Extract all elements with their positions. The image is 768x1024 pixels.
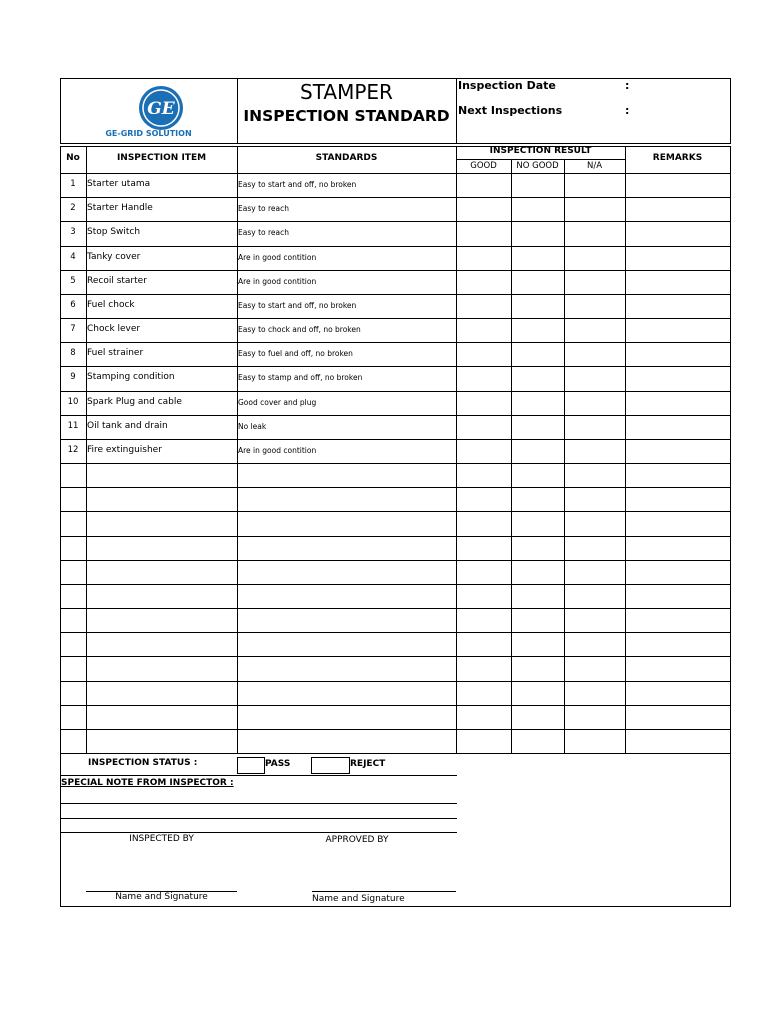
remarks-cell[interactable]: [626, 561, 730, 584]
result-nogood-cell[interactable]: [512, 440, 564, 463]
result-good-cell[interactable]: [457, 295, 511, 318]
col-header-na: N/A: [586, 161, 603, 171]
result-na-cell[interactable]: [565, 657, 625, 680]
remarks-cell[interactable]: [626, 633, 730, 656]
result-na-cell[interactable]: [565, 440, 625, 463]
row-inspection-item: Stamping condition: [87, 371, 175, 382]
remarks-cell[interactable]: [626, 537, 730, 560]
row-standard: Are in good contition: [238, 252, 317, 262]
result-nogood-cell[interactable]: [512, 512, 564, 535]
row-number: 5: [70, 276, 76, 286]
result-na-cell[interactable]: [565, 561, 625, 584]
result-good-cell[interactable]: [457, 561, 511, 584]
remarks-cell[interactable]: [626, 367, 730, 390]
row-number: 11: [67, 421, 79, 431]
result-good-cell[interactable]: [457, 464, 511, 487]
remarks-cell[interactable]: [626, 416, 730, 439]
result-na-cell[interactable]: [565, 706, 625, 729]
result-na-cell[interactable]: [565, 392, 625, 415]
result-good-cell[interactable]: [457, 271, 511, 294]
result-nogood-cell[interactable]: [512, 295, 564, 318]
row-inspection-item: Fuel strainer: [87, 347, 144, 358]
remarks-cell[interactable]: [626, 247, 730, 270]
result-nogood-cell[interactable]: [512, 319, 564, 342]
ge-logo-icon: [137, 84, 185, 132]
result-na-cell[interactable]: [565, 271, 625, 294]
inspected-by-label: INSPECTED BY: [129, 834, 194, 844]
inspection-date-label: Inspection Date: [458, 79, 556, 92]
row-standard: No leak: [238, 421, 267, 431]
result-nogood-cell[interactable]: [512, 198, 564, 221]
result-na-cell[interactable]: [565, 585, 625, 608]
result-good-cell[interactable]: [457, 488, 511, 511]
result-nogood-cell[interactable]: [512, 706, 564, 729]
row-inspection-item: Oil tank and drain: [87, 420, 168, 431]
row-standard: Good cover and plug: [238, 397, 317, 407]
result-na-cell[interactable]: [565, 247, 625, 270]
col-header-remarks: REMARKS: [652, 153, 703, 163]
result-nogood-cell[interactable]: [512, 585, 564, 608]
remarks-cell[interactable]: [626, 392, 730, 415]
result-good-cell[interactable]: [457, 440, 511, 463]
result-nogood-cell[interactable]: [512, 488, 564, 511]
remarks-cell[interactable]: [626, 585, 730, 608]
logo-caption: GE-GRID SOLUTION: [105, 129, 192, 138]
row-standard: Easy to reach: [238, 203, 289, 213]
result-good-cell[interactable]: [457, 319, 511, 342]
row-inspection-item: Tanky cover: [87, 251, 141, 262]
col-header-item: INSPECTION ITEM: [116, 153, 207, 163]
row-number: 2: [70, 203, 76, 213]
result-good-cell[interactable]: [457, 730, 511, 753]
inspection-status-label: INSPECTION STATUS :: [88, 758, 198, 768]
next-inspections-colon: :: [625, 104, 630, 117]
row-inspection-item: Starter Handle: [87, 202, 153, 213]
result-nogood-cell[interactable]: [512, 343, 564, 366]
row-number: 4: [70, 252, 76, 262]
result-na-cell[interactable]: [565, 464, 625, 487]
next-inspections-label: Next Inspections: [458, 104, 563, 117]
result-good-cell[interactable]: [457, 512, 511, 535]
row-inspection-item: Spark Plug and cable: [87, 396, 182, 407]
result-na-cell[interactable]: [565, 174, 625, 197]
col-header-nogood: NO GOOD: [516, 161, 559, 171]
remarks-cell[interactable]: [626, 730, 730, 753]
result-good-cell[interactable]: [457, 657, 511, 680]
result-na-cell[interactable]: [565, 609, 625, 632]
result-na-cell[interactable]: [565, 198, 625, 221]
result-good-cell[interactable]: [457, 416, 511, 439]
remarks-cell[interactable]: [626, 512, 730, 535]
result-nogood-cell[interactable]: [512, 271, 564, 294]
row-standard: Easy to stamp and off, no broken: [238, 372, 363, 382]
result-na-cell[interactable]: [565, 295, 625, 318]
result-nogood-cell[interactable]: [512, 537, 564, 560]
result-nogood-cell[interactable]: [512, 222, 564, 245]
result-good-cell[interactable]: [457, 537, 511, 560]
col-header-no: No: [66, 153, 80, 163]
remarks-cell[interactable]: [626, 464, 730, 487]
row-standard: Easy to start and off, no broken: [238, 179, 357, 189]
row-number: 1: [70, 179, 76, 189]
pass-checkbox[interactable]: [237, 757, 265, 774]
inspection-date-colon: :: [625, 79, 630, 92]
remarks-cell[interactable]: [626, 657, 730, 680]
result-na-cell[interactable]: [565, 343, 625, 366]
approver-signature-line: [312, 891, 456, 892]
special-note-label: SPECIAL NOTE FROM INSPECTOR :: [61, 778, 234, 788]
result-good-cell[interactable]: [457, 247, 511, 270]
row-inspection-item: Recoil starter: [87, 275, 147, 286]
remarks-cell[interactable]: [626, 682, 730, 705]
result-good-cell[interactable]: [457, 392, 511, 415]
page-title: STAMPER: [300, 80, 393, 104]
approver-name-signature: Name and Signature: [312, 894, 405, 904]
result-good-cell[interactable]: [457, 585, 511, 608]
result-good-cell[interactable]: [457, 174, 511, 197]
col-header-good: GOOD: [470, 161, 497, 171]
remarks-cell[interactable]: [626, 343, 730, 366]
row-standard: Easy to start and off, no broken: [238, 300, 357, 310]
col-header-standards: STANDARDS: [315, 153, 378, 163]
result-nogood-cell[interactable]: [512, 657, 564, 680]
col-header-result: INSPECTION RESULT: [489, 146, 592, 156]
result-nogood-cell[interactable]: [512, 367, 564, 390]
result-good-cell[interactable]: [457, 706, 511, 729]
special-note-field[interactable]: [60, 790, 457, 832]
result-good-cell[interactable]: [457, 198, 511, 221]
result-nogood-cell[interactable]: [512, 416, 564, 439]
svg-text:GE: GE: [147, 99, 175, 119]
row-inspection-item: Starter utama: [87, 178, 151, 189]
remarks-cell[interactable]: [626, 440, 730, 463]
result-nogood-cell[interactable]: [512, 609, 564, 632]
result-good-cell[interactable]: [457, 343, 511, 366]
result-na-cell[interactable]: [565, 682, 625, 705]
remarks-cell[interactable]: [626, 198, 730, 221]
row-standard: Easy to fuel and off, no broken: [238, 348, 353, 358]
result-nogood-cell[interactable]: [512, 633, 564, 656]
row-standard: Easy to chock and off, no broken: [238, 324, 361, 334]
page-subtitle: INSPECTION STANDARD: [243, 107, 450, 125]
result-nogood-cell[interactable]: [512, 392, 564, 415]
remarks-cell[interactable]: [626, 319, 730, 342]
result-na-cell[interactable]: [565, 416, 625, 439]
ge-logo: [137, 84, 185, 132]
result-nogood-cell[interactable]: [512, 174, 564, 197]
result-nogood-cell[interactable]: [512, 561, 564, 584]
result-good-cell[interactable]: [457, 682, 511, 705]
result-na-cell[interactable]: [565, 367, 625, 390]
row-inspection-item: Fire extinguisher: [87, 444, 162, 455]
remarks-cell[interactable]: [626, 488, 730, 511]
result-na-cell[interactable]: [565, 319, 625, 342]
row-standard: Are in good contition: [238, 445, 317, 455]
result-nogood-cell[interactable]: [512, 247, 564, 270]
row-inspection-item: Stop Switch: [87, 226, 141, 237]
row-inspection-item: Fuel chock: [87, 299, 135, 310]
result-na-cell[interactable]: [565, 488, 625, 511]
result-na-cell[interactable]: [565, 633, 625, 656]
result-good-cell[interactable]: [457, 222, 511, 245]
row-number: 8: [70, 348, 76, 358]
result-good-cell[interactable]: [457, 633, 511, 656]
result-na-cell[interactable]: [565, 512, 625, 535]
reject-checkbox[interactable]: [311, 757, 350, 774]
result-na-cell[interactable]: [565, 537, 625, 560]
inspector-name-signature: Name and Signature: [115, 892, 208, 902]
result-na-cell[interactable]: [565, 730, 625, 753]
row-number: 10: [67, 397, 79, 407]
result-nogood-cell[interactable]: [512, 464, 564, 487]
row-number: 6: [70, 300, 76, 310]
approved-by-label: APPROVED BY: [325, 835, 389, 845]
result-na-cell[interactable]: [565, 222, 625, 245]
row-number: 7: [70, 324, 76, 334]
remarks-cell[interactable]: [626, 222, 730, 245]
remarks-cell[interactable]: [626, 174, 730, 197]
row-number: 3: [70, 227, 76, 237]
result-nogood-cell[interactable]: [512, 682, 564, 705]
result-nogood-cell[interactable]: [512, 730, 564, 753]
row-number: 12: [67, 445, 79, 455]
row-standard: Easy to reach: [238, 227, 289, 237]
remarks-cell[interactable]: [626, 609, 730, 632]
remarks-cell[interactable]: [626, 271, 730, 294]
row-number: 9: [70, 372, 76, 382]
row-standard: Are in good contition: [238, 276, 317, 286]
reject-label: REJECT: [350, 759, 386, 769]
pass-label: PASS: [265, 759, 291, 769]
remarks-cell[interactable]: [626, 295, 730, 318]
result-good-cell[interactable]: [457, 609, 511, 632]
result-good-cell[interactable]: [457, 367, 511, 390]
remarks-cell[interactable]: [626, 706, 730, 729]
row-inspection-item: Chock lever: [87, 323, 141, 334]
